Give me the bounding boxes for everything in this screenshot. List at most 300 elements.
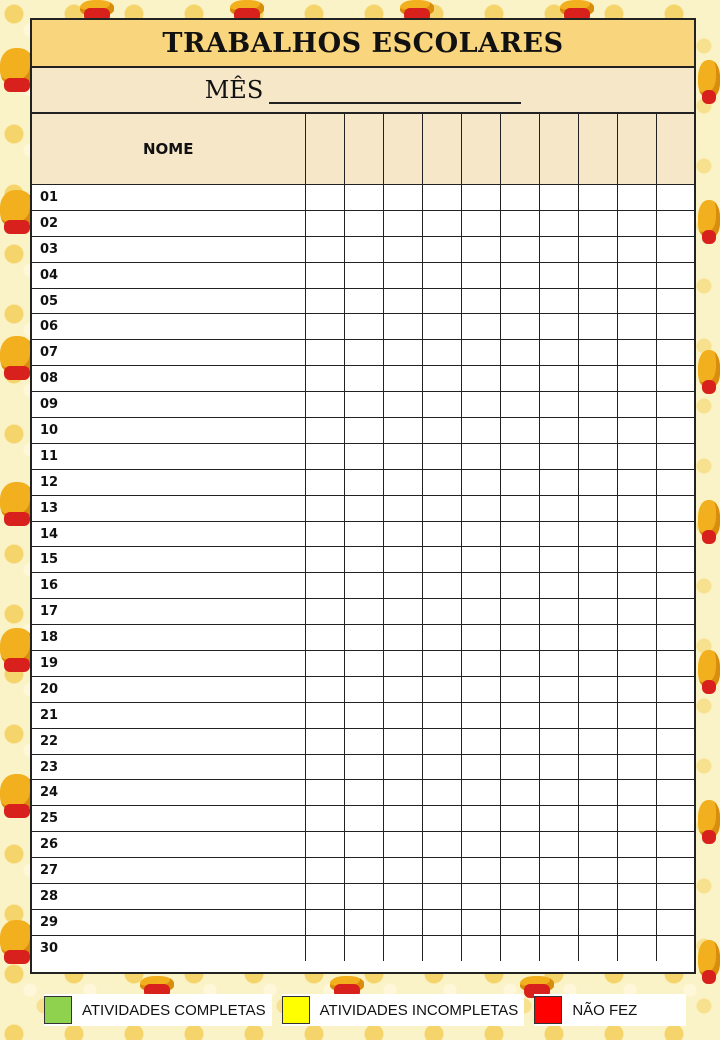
student-name-cell[interactable]: 08 xyxy=(32,366,305,392)
student-name-cell[interactable]: 21 xyxy=(32,702,305,728)
check-cell[interactable] xyxy=(383,288,422,314)
check-cell[interactable] xyxy=(500,651,539,677)
check-cell[interactable] xyxy=(656,495,694,521)
check-cell[interactable] xyxy=(383,185,422,211)
check-cell[interactable] xyxy=(422,754,461,780)
date-header-cell[interactable] xyxy=(305,114,344,185)
check-cell[interactable] xyxy=(617,392,656,418)
check-cell[interactable] xyxy=(344,418,383,444)
check-cell[interactable] xyxy=(617,599,656,625)
check-cell[interactable] xyxy=(344,909,383,935)
check-cell[interactable] xyxy=(539,935,578,960)
check-cell[interactable] xyxy=(383,366,422,392)
check-cell[interactable] xyxy=(617,651,656,677)
check-cell[interactable] xyxy=(500,832,539,858)
check-cell[interactable] xyxy=(578,702,617,728)
check-cell[interactable] xyxy=(500,909,539,935)
check-cell[interactable] xyxy=(422,288,461,314)
check-cell[interactable] xyxy=(344,676,383,702)
check-cell[interactable] xyxy=(578,210,617,236)
check-cell[interactable] xyxy=(383,443,422,469)
check-cell[interactable] xyxy=(500,185,539,211)
check-cell[interactable] xyxy=(578,262,617,288)
check-cell[interactable] xyxy=(305,884,344,910)
check-cell[interactable] xyxy=(656,728,694,754)
check-cell[interactable] xyxy=(305,702,344,728)
check-cell[interactable] xyxy=(617,676,656,702)
check-cell[interactable] xyxy=(344,780,383,806)
check-cell[interactable] xyxy=(461,728,500,754)
check-cell[interactable] xyxy=(656,935,694,960)
check-cell[interactable] xyxy=(422,935,461,960)
check-cell[interactable] xyxy=(617,314,656,340)
check-cell[interactable] xyxy=(500,521,539,547)
student-name-cell[interactable]: 16 xyxy=(32,573,305,599)
student-name-cell[interactable]: 13 xyxy=(32,495,305,521)
check-cell[interactable] xyxy=(617,547,656,573)
check-cell[interactable] xyxy=(344,702,383,728)
check-cell[interactable] xyxy=(344,262,383,288)
check-cell[interactable] xyxy=(461,340,500,366)
check-cell[interactable] xyxy=(461,443,500,469)
check-cell[interactable] xyxy=(344,340,383,366)
check-cell[interactable] xyxy=(617,185,656,211)
check-cell[interactable] xyxy=(578,651,617,677)
check-cell[interactable] xyxy=(539,288,578,314)
check-cell[interactable] xyxy=(578,935,617,960)
check-cell[interactable] xyxy=(500,469,539,495)
check-cell[interactable] xyxy=(539,884,578,910)
check-cell[interactable] xyxy=(383,702,422,728)
check-cell[interactable] xyxy=(500,702,539,728)
check-cell[interactable] xyxy=(578,909,617,935)
check-cell[interactable] xyxy=(461,314,500,340)
check-cell[interactable] xyxy=(383,599,422,625)
check-cell[interactable] xyxy=(500,806,539,832)
check-cell[interactable] xyxy=(500,728,539,754)
check-cell[interactable] xyxy=(539,599,578,625)
check-cell[interactable] xyxy=(422,521,461,547)
check-cell[interactable] xyxy=(656,469,694,495)
check-cell[interactable] xyxy=(539,418,578,444)
student-name-cell[interactable]: 18 xyxy=(32,625,305,651)
check-cell[interactable] xyxy=(461,288,500,314)
check-cell[interactable] xyxy=(500,573,539,599)
check-cell[interactable] xyxy=(344,469,383,495)
check-cell[interactable] xyxy=(617,728,656,754)
check-cell[interactable] xyxy=(344,521,383,547)
check-cell[interactable] xyxy=(617,418,656,444)
check-cell[interactable] xyxy=(383,521,422,547)
check-cell[interactable] xyxy=(539,625,578,651)
check-cell[interactable] xyxy=(461,392,500,418)
student-name-cell[interactable]: 10 xyxy=(32,418,305,444)
check-cell[interactable] xyxy=(539,651,578,677)
check-cell[interactable] xyxy=(578,832,617,858)
check-cell[interactable] xyxy=(656,262,694,288)
student-name-cell[interactable]: 28 xyxy=(32,884,305,910)
check-cell[interactable] xyxy=(422,314,461,340)
student-name-cell[interactable]: 09 xyxy=(32,392,305,418)
check-cell[interactable] xyxy=(305,858,344,884)
check-cell[interactable] xyxy=(344,547,383,573)
check-cell[interactable] xyxy=(500,210,539,236)
check-cell[interactable] xyxy=(422,806,461,832)
check-cell[interactable] xyxy=(461,495,500,521)
check-cell[interactable] xyxy=(539,702,578,728)
check-cell[interactable] xyxy=(656,573,694,599)
check-cell[interactable] xyxy=(305,262,344,288)
check-cell[interactable] xyxy=(617,573,656,599)
check-cell[interactable] xyxy=(461,909,500,935)
check-cell[interactable] xyxy=(500,935,539,960)
check-cell[interactable] xyxy=(422,780,461,806)
check-cell[interactable] xyxy=(461,884,500,910)
check-cell[interactable] xyxy=(539,521,578,547)
check-cell[interactable] xyxy=(422,702,461,728)
check-cell[interactable] xyxy=(305,728,344,754)
check-cell[interactable] xyxy=(305,340,344,366)
check-cell[interactable] xyxy=(539,314,578,340)
check-cell[interactable] xyxy=(422,858,461,884)
check-cell[interactable] xyxy=(656,547,694,573)
check-cell[interactable] xyxy=(344,392,383,418)
check-cell[interactable] xyxy=(461,185,500,211)
check-cell[interactable] xyxy=(617,806,656,832)
check-cell[interactable] xyxy=(422,625,461,651)
check-cell[interactable] xyxy=(578,443,617,469)
check-cell[interactable] xyxy=(383,469,422,495)
check-cell[interactable] xyxy=(578,236,617,262)
check-cell[interactable] xyxy=(422,469,461,495)
check-cell[interactable] xyxy=(500,236,539,262)
check-cell[interactable] xyxy=(305,185,344,211)
check-cell[interactable] xyxy=(344,728,383,754)
check-cell[interactable] xyxy=(539,366,578,392)
check-cell[interactable] xyxy=(422,340,461,366)
check-cell[interactable] xyxy=(578,469,617,495)
check-cell[interactable] xyxy=(539,573,578,599)
check-cell[interactable] xyxy=(539,340,578,366)
check-cell[interactable] xyxy=(461,547,500,573)
check-cell[interactable] xyxy=(305,806,344,832)
check-cell[interactable] xyxy=(461,935,500,960)
date-header-cell[interactable] xyxy=(656,114,694,185)
check-cell[interactable] xyxy=(656,780,694,806)
check-cell[interactable] xyxy=(578,340,617,366)
check-cell[interactable] xyxy=(305,314,344,340)
month-field[interactable] xyxy=(269,76,521,104)
student-name-cell[interactable]: 26 xyxy=(32,832,305,858)
student-name-cell[interactable]: 30 xyxy=(32,935,305,960)
check-cell[interactable] xyxy=(539,210,578,236)
check-cell[interactable] xyxy=(383,236,422,262)
student-name-cell[interactable]: 24 xyxy=(32,780,305,806)
student-name-cell[interactable]: 07 xyxy=(32,340,305,366)
check-cell[interactable] xyxy=(383,728,422,754)
check-cell[interactable] xyxy=(617,780,656,806)
check-cell[interactable] xyxy=(578,418,617,444)
check-cell[interactable] xyxy=(461,625,500,651)
check-cell[interactable] xyxy=(656,702,694,728)
check-cell[interactable] xyxy=(383,909,422,935)
check-cell[interactable] xyxy=(617,935,656,960)
check-cell[interactable] xyxy=(344,443,383,469)
check-cell[interactable] xyxy=(617,754,656,780)
check-cell[interactable] xyxy=(578,392,617,418)
check-cell[interactable] xyxy=(344,366,383,392)
check-cell[interactable] xyxy=(578,366,617,392)
check-cell[interactable] xyxy=(422,366,461,392)
check-cell[interactable] xyxy=(461,366,500,392)
check-cell[interactable] xyxy=(539,495,578,521)
check-cell[interactable] xyxy=(344,935,383,960)
check-cell[interactable] xyxy=(539,728,578,754)
check-cell[interactable] xyxy=(578,884,617,910)
date-header-cell[interactable] xyxy=(344,114,383,185)
check-cell[interactable] xyxy=(656,754,694,780)
check-cell[interactable] xyxy=(578,625,617,651)
check-cell[interactable] xyxy=(500,884,539,910)
check-cell[interactable] xyxy=(617,340,656,366)
date-header-cell[interactable] xyxy=(383,114,422,185)
check-cell[interactable] xyxy=(461,262,500,288)
check-cell[interactable] xyxy=(383,806,422,832)
check-cell[interactable] xyxy=(500,625,539,651)
check-cell[interactable] xyxy=(578,858,617,884)
date-header-cell[interactable] xyxy=(422,114,461,185)
check-cell[interactable] xyxy=(578,728,617,754)
check-cell[interactable] xyxy=(500,366,539,392)
check-cell[interactable] xyxy=(617,288,656,314)
student-name-cell[interactable]: 29 xyxy=(32,909,305,935)
check-cell[interactable] xyxy=(461,236,500,262)
check-cell[interactable] xyxy=(383,210,422,236)
check-cell[interactable] xyxy=(305,651,344,677)
check-cell[interactable] xyxy=(344,832,383,858)
check-cell[interactable] xyxy=(383,676,422,702)
student-name-cell[interactable]: 05 xyxy=(32,288,305,314)
check-cell[interactable] xyxy=(344,625,383,651)
check-cell[interactable] xyxy=(422,909,461,935)
check-cell[interactable] xyxy=(305,469,344,495)
check-cell[interactable] xyxy=(344,288,383,314)
check-cell[interactable] xyxy=(500,340,539,366)
check-cell[interactable] xyxy=(617,858,656,884)
check-cell[interactable] xyxy=(305,521,344,547)
check-cell[interactable] xyxy=(578,495,617,521)
check-cell[interactable] xyxy=(344,236,383,262)
check-cell[interactable] xyxy=(461,469,500,495)
check-cell[interactable] xyxy=(617,832,656,858)
check-cell[interactable] xyxy=(578,780,617,806)
check-cell[interactable] xyxy=(578,573,617,599)
check-cell[interactable] xyxy=(656,366,694,392)
check-cell[interactable] xyxy=(383,884,422,910)
check-cell[interactable] xyxy=(656,806,694,832)
student-name-cell[interactable]: 02 xyxy=(32,210,305,236)
check-cell[interactable] xyxy=(422,547,461,573)
check-cell[interactable] xyxy=(383,392,422,418)
check-cell[interactable] xyxy=(305,832,344,858)
check-cell[interactable] xyxy=(305,573,344,599)
check-cell[interactable] xyxy=(656,340,694,366)
check-cell[interactable] xyxy=(539,547,578,573)
check-cell[interactable] xyxy=(344,185,383,211)
check-cell[interactable] xyxy=(383,651,422,677)
check-cell[interactable] xyxy=(617,469,656,495)
check-cell[interactable] xyxy=(500,858,539,884)
student-name-cell[interactable]: 04 xyxy=(32,262,305,288)
check-cell[interactable] xyxy=(539,185,578,211)
check-cell[interactable] xyxy=(539,909,578,935)
check-cell[interactable] xyxy=(305,547,344,573)
student-name-cell[interactable]: 11 xyxy=(32,443,305,469)
check-cell[interactable] xyxy=(461,832,500,858)
date-header-cell[interactable] xyxy=(500,114,539,185)
check-cell[interactable] xyxy=(383,547,422,573)
check-cell[interactable] xyxy=(656,210,694,236)
student-name-cell[interactable]: 12 xyxy=(32,469,305,495)
check-cell[interactable] xyxy=(461,521,500,547)
student-name-cell[interactable]: 20 xyxy=(32,676,305,702)
check-cell[interactable] xyxy=(422,495,461,521)
check-cell[interactable] xyxy=(344,754,383,780)
check-cell[interactable] xyxy=(461,806,500,832)
check-cell[interactable] xyxy=(539,676,578,702)
check-cell[interactable] xyxy=(578,806,617,832)
check-cell[interactable] xyxy=(305,599,344,625)
check-cell[interactable] xyxy=(617,495,656,521)
check-cell[interactable] xyxy=(422,832,461,858)
check-cell[interactable] xyxy=(383,262,422,288)
check-cell[interactable] xyxy=(656,832,694,858)
check-cell[interactable] xyxy=(305,754,344,780)
check-cell[interactable] xyxy=(305,676,344,702)
check-cell[interactable] xyxy=(422,573,461,599)
check-cell[interactable] xyxy=(656,884,694,910)
check-cell[interactable] xyxy=(383,340,422,366)
check-cell[interactable] xyxy=(617,210,656,236)
check-cell[interactable] xyxy=(578,754,617,780)
student-name-cell[interactable]: 22 xyxy=(32,728,305,754)
check-cell[interactable] xyxy=(617,521,656,547)
date-header-cell[interactable] xyxy=(617,114,656,185)
check-cell[interactable] xyxy=(422,210,461,236)
check-cell[interactable] xyxy=(461,780,500,806)
check-cell[interactable] xyxy=(305,236,344,262)
date-header-cell[interactable] xyxy=(539,114,578,185)
check-cell[interactable] xyxy=(578,599,617,625)
student-name-cell[interactable]: 14 xyxy=(32,521,305,547)
check-cell[interactable] xyxy=(500,599,539,625)
check-cell[interactable] xyxy=(461,210,500,236)
check-cell[interactable] xyxy=(539,858,578,884)
check-cell[interactable] xyxy=(617,702,656,728)
check-cell[interactable] xyxy=(383,935,422,960)
student-name-cell[interactable]: 17 xyxy=(32,599,305,625)
student-name-cell[interactable]: 25 xyxy=(32,806,305,832)
check-cell[interactable] xyxy=(500,443,539,469)
check-cell[interactable] xyxy=(500,780,539,806)
check-cell[interactable] xyxy=(344,806,383,832)
check-cell[interactable] xyxy=(578,314,617,340)
check-cell[interactable] xyxy=(383,754,422,780)
student-name-cell[interactable]: 19 xyxy=(32,651,305,677)
check-cell[interactable] xyxy=(578,676,617,702)
check-cell[interactable] xyxy=(500,262,539,288)
check-cell[interactable] xyxy=(539,443,578,469)
check-cell[interactable] xyxy=(344,884,383,910)
check-cell[interactable] xyxy=(344,858,383,884)
check-cell[interactable] xyxy=(461,858,500,884)
check-cell[interactable] xyxy=(461,754,500,780)
check-cell[interactable] xyxy=(461,573,500,599)
check-cell[interactable] xyxy=(539,754,578,780)
check-cell[interactable] xyxy=(422,392,461,418)
check-cell[interactable] xyxy=(461,676,500,702)
check-cell[interactable] xyxy=(422,651,461,677)
check-cell[interactable] xyxy=(617,625,656,651)
check-cell[interactable] xyxy=(539,806,578,832)
check-cell[interactable] xyxy=(539,780,578,806)
check-cell[interactable] xyxy=(578,185,617,211)
check-cell[interactable] xyxy=(500,288,539,314)
check-cell[interactable] xyxy=(656,521,694,547)
check-cell[interactable] xyxy=(422,418,461,444)
check-cell[interactable] xyxy=(656,392,694,418)
check-cell[interactable] xyxy=(344,210,383,236)
check-cell[interactable] xyxy=(539,392,578,418)
date-header-cell[interactable] xyxy=(461,114,500,185)
check-cell[interactable] xyxy=(617,236,656,262)
check-cell[interactable] xyxy=(500,314,539,340)
check-cell[interactable] xyxy=(383,625,422,651)
student-name-cell[interactable]: 15 xyxy=(32,547,305,573)
check-cell[interactable] xyxy=(383,573,422,599)
check-cell[interactable] xyxy=(500,418,539,444)
check-cell[interactable] xyxy=(422,262,461,288)
check-cell[interactable] xyxy=(578,521,617,547)
check-cell[interactable] xyxy=(461,599,500,625)
check-cell[interactable] xyxy=(344,573,383,599)
check-cell[interactable] xyxy=(422,443,461,469)
check-cell[interactable] xyxy=(656,314,694,340)
check-cell[interactable] xyxy=(305,288,344,314)
check-cell[interactable] xyxy=(656,676,694,702)
check-cell[interactable] xyxy=(500,676,539,702)
check-cell[interactable] xyxy=(383,495,422,521)
check-cell[interactable] xyxy=(383,418,422,444)
check-cell[interactable] xyxy=(305,625,344,651)
check-cell[interactable] xyxy=(422,884,461,910)
check-cell[interactable] xyxy=(656,651,694,677)
check-cell[interactable] xyxy=(422,599,461,625)
student-name-cell[interactable]: 06 xyxy=(32,314,305,340)
check-cell[interactable] xyxy=(656,443,694,469)
check-cell[interactable] xyxy=(305,392,344,418)
check-cell[interactable] xyxy=(344,651,383,677)
check-cell[interactable] xyxy=(422,185,461,211)
check-cell[interactable] xyxy=(656,625,694,651)
check-cell[interactable] xyxy=(305,443,344,469)
check-cell[interactable] xyxy=(500,754,539,780)
student-name-cell[interactable]: 23 xyxy=(32,754,305,780)
check-cell[interactable] xyxy=(305,780,344,806)
check-cell[interactable] xyxy=(305,418,344,444)
check-cell[interactable] xyxy=(578,288,617,314)
check-cell[interactable] xyxy=(539,469,578,495)
